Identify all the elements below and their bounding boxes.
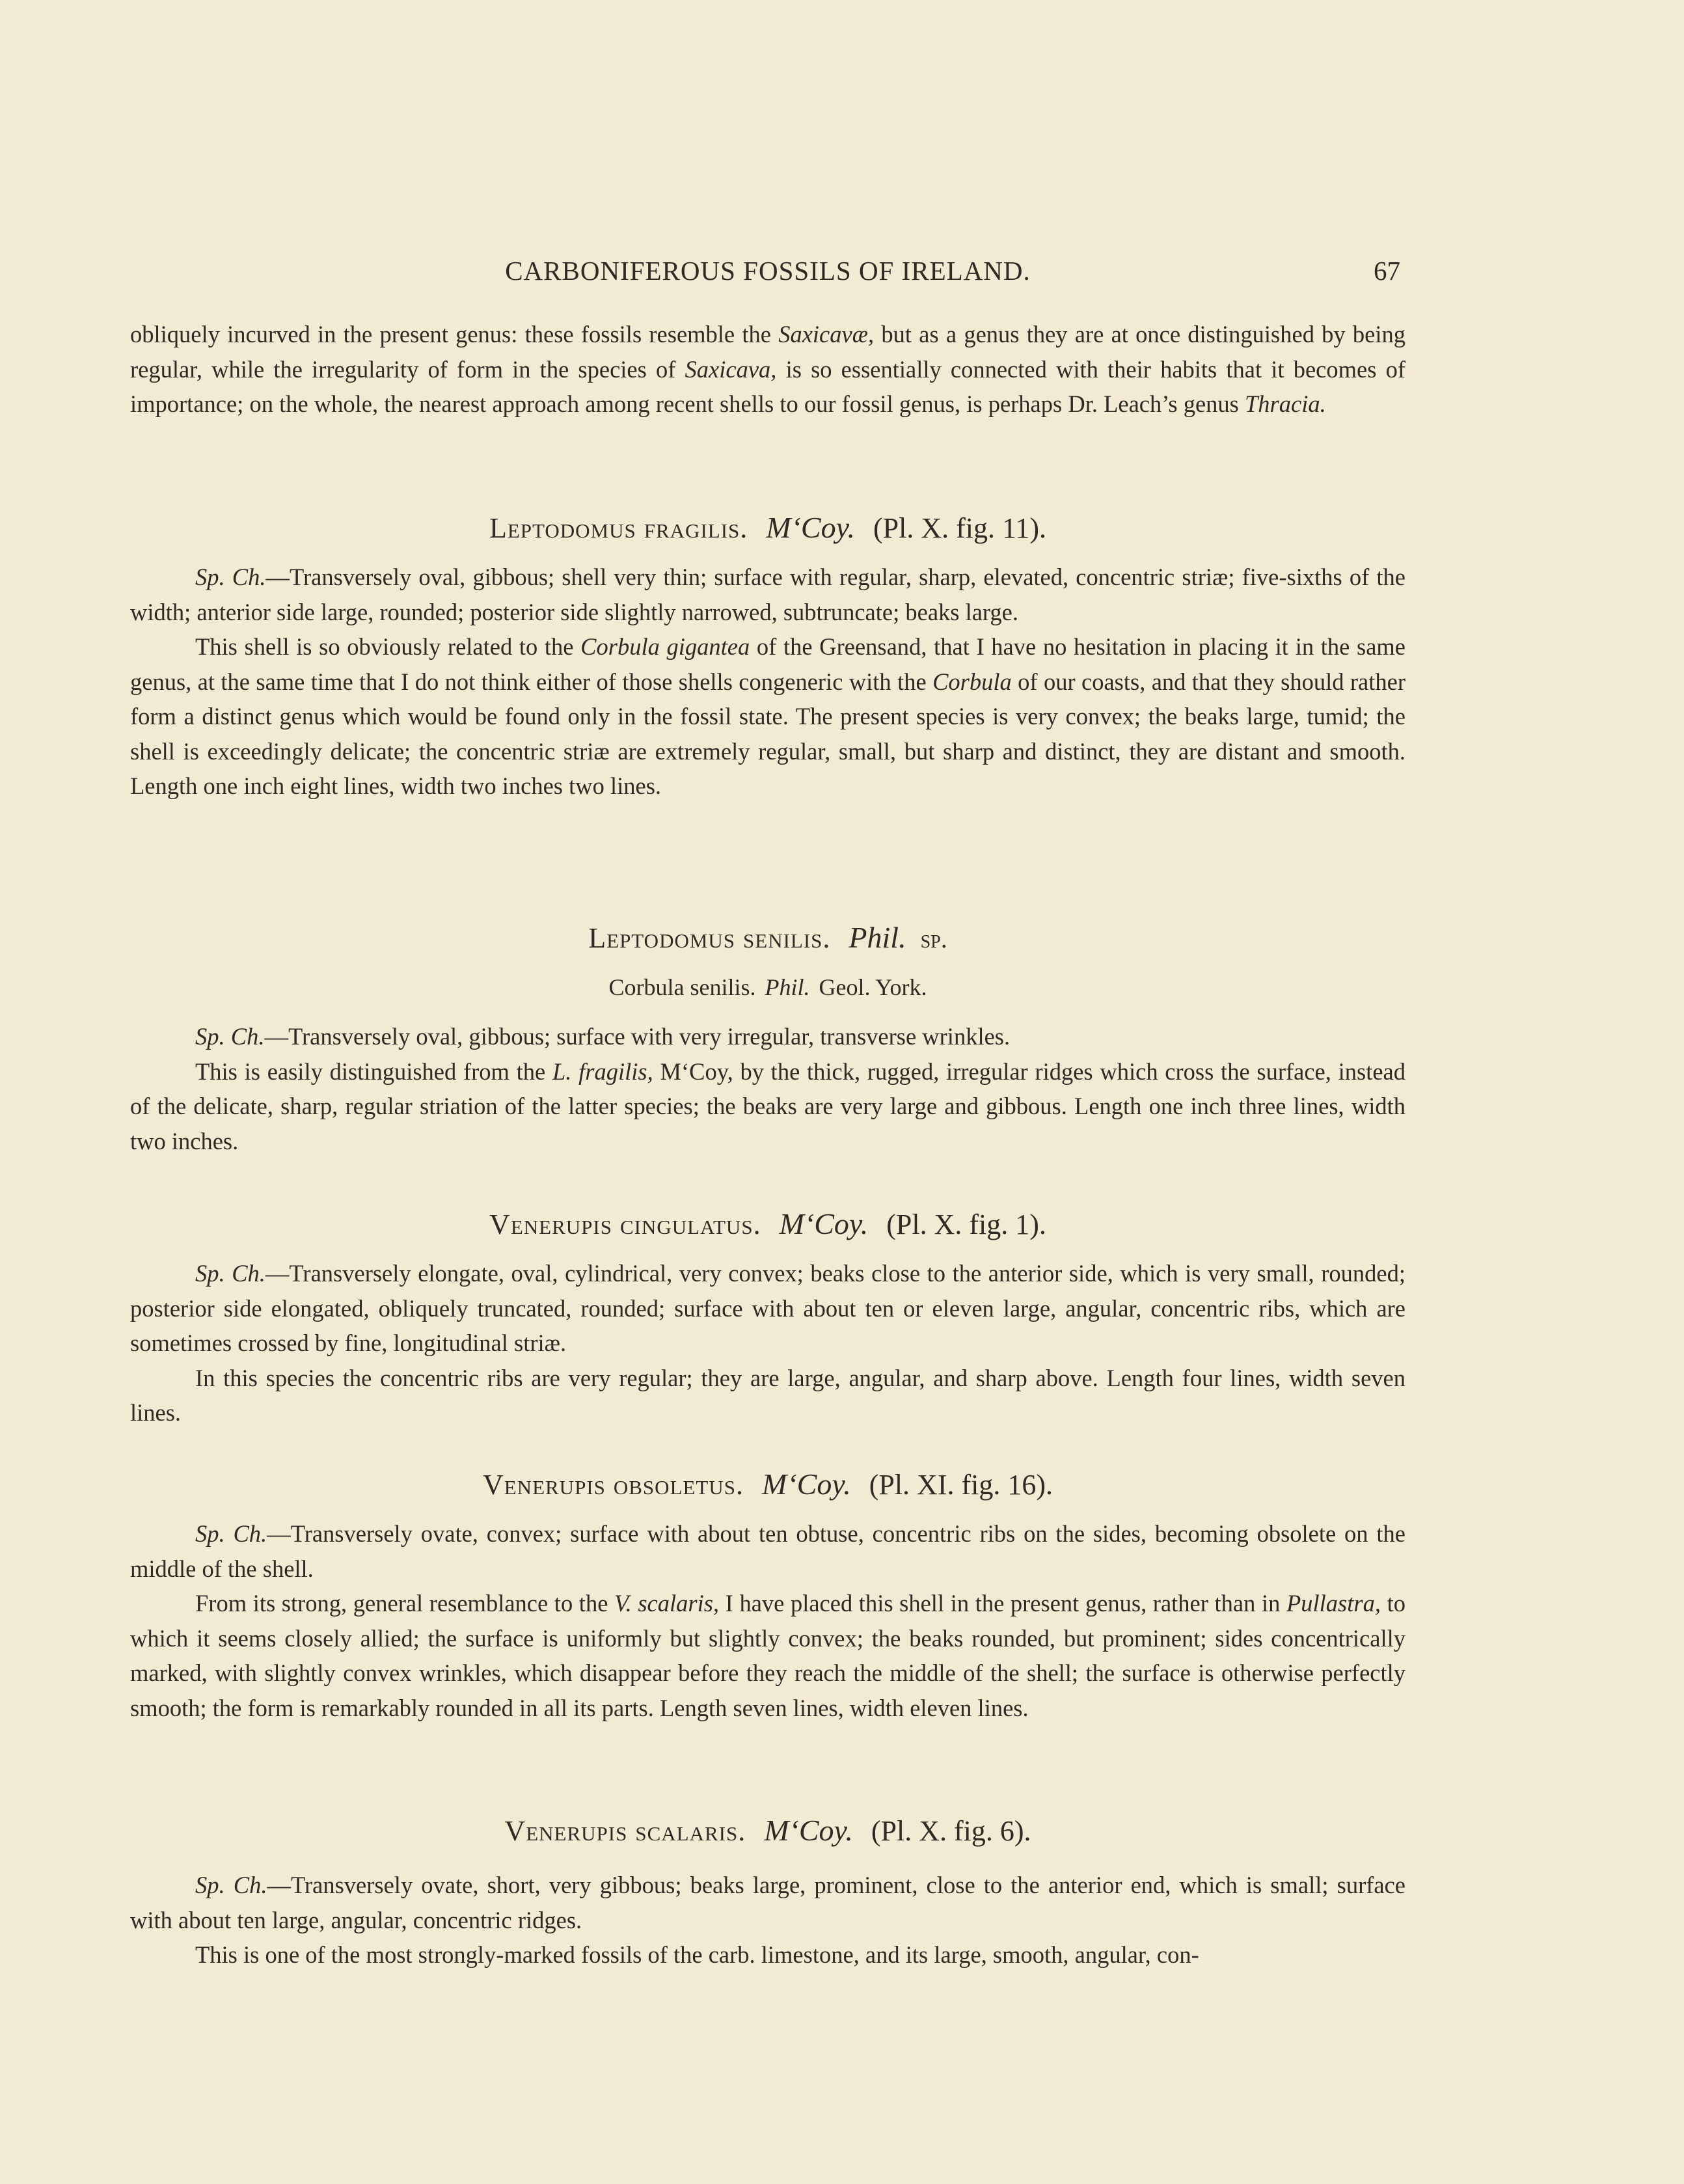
paragraph [130,317,1406,422]
species-author: Phil. [849,921,906,954]
intro-paragraph [130,317,1406,422]
species-name: Leptodomus fragilis. [489,512,748,544]
italic-run: Sp. Ch. [195,1260,265,1287]
italic-run: Sp. Ch. [195,564,266,590]
paragraph [130,629,1406,804]
italic-run: Corbula gigantea [580,633,750,660]
text-run: This shell is so obviously related to the [195,633,581,660]
italic-run: L. fragilis, [552,1058,653,1085]
synonym-author: Phil. [765,974,810,1000]
text-run: This is easily distinguished from the [195,1058,552,1085]
species-description-venerupis-obsoletus [130,1516,1406,1725]
species-name: Venerupis cingulatus. [489,1208,761,1240]
species-abbrev: sp. [920,924,947,953]
text-run: —Transversely ovate, convex; surface with about ten obtuse, concentric ribs on the sides, becoming obsolete on the middle of the shell. [130,1520,1406,1582]
specific-characters [130,1019,1406,1054]
text-run: —Transversely oval, gibbous; surface with very irregular, transverse wrinkles. [264,1023,1011,1050]
italic-run: Saxicavæ, [778,321,875,348]
italic-run: Sp. Ch. [195,1023,265,1050]
italic-run: Sp. Ch. [195,1520,267,1547]
species-description-venerupis-scalaris [130,1868,1406,1972]
species-description-venerupis-cingulatus [130,1256,1406,1430]
plate-reference: (Pl. X. fig. 6). [871,1815,1031,1847]
italic-run: Corbula [932,668,1012,695]
specific-characters [130,1868,1406,1937]
paragraph [130,1586,1406,1725]
text-run: of the Greensand, that I have no hesitation in placing it in the same genus, at the same time that I do not think either of those shells congeneric with the [130,633,1406,695]
species-description-leptodomus-senilis [130,1019,1406,1158]
paragraph [130,1937,1406,1972]
italic-run: Thracia. [1245,390,1326,417]
species-heading-venerupis-scalaris [130,1813,1406,1848]
species-name: Venerupis scalaris. [504,1815,746,1847]
paragraph [130,1054,1406,1159]
synonym-name: Corbula senilis. [608,974,756,1000]
running-head [130,255,1406,294]
text-run: but as a genus they are at once distinguished by being regular, while the irregularity of form in the species of [130,321,1406,383]
paragraph [130,1361,1406,1430]
page-number: 67 [1374,256,1400,286]
running-title: CARBONIFEROUS FOSSILS OF IRELAND. [505,256,1031,286]
plate-reference: (Pl. X. fig. 11). [873,512,1047,544]
text-run: —Transversely elongate, oval, cylindrical, very convex; beaks close to the anterior side, which is very small, rounded; posterior side elongated, obliquely truncated, rounded; surface with about ten or eleven large, angular, concentric ribs, which are sometimes crossed by fine, longitudinal striæ. [130,1260,1406,1356]
species-name: Leptodomus senilis. [588,922,831,954]
species-author: M‘Coy. [779,1207,869,1240]
text-run: to which it seems closely allied; the surface is uniformly but slightly convex; the beaks rounded, but prominent; sides concentrically marked, with slightly convex wrinkles, which disappear before they reach the middle of the shell; the surface is otherwise perfectly smooth; the form is remarkably rounded in all its parts. Length seven lines, width eleven lines. [130,1590,1406,1721]
text-run: I have placed this shell in the present genus, rather than in [719,1590,1286,1617]
text-run: —Transversely oval, gibbous; shell very thin; surface with regular, sharp, elevated, concentric striæ; five-sixths of the width; anterior side large, rounded; posterior side slightly narrowed, subtruncate; beaks large. [130,564,1406,625]
text-run: From its strong, general resemblance to the [195,1590,615,1617]
plate-reference: (Pl. XI. fig. 16). [869,1469,1053,1501]
italic-run: Sp. Ch. [195,1872,267,1898]
text-run: M‘Coy, by the thick, rugged, irregular ridges which cross the surface, instead of the delicate, sharp, regular striation of the latter species; the beaks are very large and gibbous. Length one inch three lines, width two inches. [130,1058,1406,1154]
species-name: Venerupis obsoletus. [482,1469,744,1501]
species-heading-leptodomus-fragilis [130,510,1406,545]
species-heading-leptodomus-senilis [130,920,1406,955]
text-run: obliquely incurved in the present genus: these fossils resemble the [130,321,779,348]
italic-run: Saxicava, [685,355,777,383]
specific-characters [130,560,1406,629]
text-run: is so essentially connected with their habits that it becomes of importance; on the whole, the nearest approach among recent shells to our fossil genus, is perhaps Dr. Leach’s genus [130,355,1406,417]
italic-run: Pullastra, [1286,1590,1381,1617]
species-heading-venerupis-cingulatus [130,1207,1406,1241]
specific-characters [130,1256,1406,1361]
text-run: —Transversely ovate, short, very gibbous; beaks large, prominent, close to the anterior end, which is small; surface with about ten large, angular, concentric ridges. [130,1872,1406,1933]
species-author: M‘Coy. [764,1814,853,1847]
specific-characters [130,1516,1406,1586]
text-run: of our coasts, and that they should rather form a distinct genus which would be found only in the fossil state. The present species is very convex; the beaks large, tumid; the shell is exceedingly delicate; the concentric striæ are extremely regular, small, but sharp and distinct, they are distant and smooth. Length one inch eight lines, width two inches two lines. [130,668,1406,799]
plate-reference: (Pl. X. fig. 1). [886,1208,1046,1240]
text-run: In this species the concentric ribs are very regular; they are large, angular, and sharp above. Length four lines, width seven lines. [130,1364,1406,1426]
species-author: M‘Coy. [766,511,855,544]
italic-run: V. scalaris, [614,1590,720,1617]
species-author: M‘Coy. [762,1467,851,1501]
synonym-reference: Geol. York. [819,974,927,1000]
species-heading-venerupis-obsoletus [130,1467,1406,1501]
species-description-leptodomus-fragilis [130,560,1406,804]
synonym-line [130,974,1406,1001]
text-run: This is one of the most strongly-marked fossils of the carb. limestone, and its large, smooth, angular, con- [195,1941,1199,1968]
